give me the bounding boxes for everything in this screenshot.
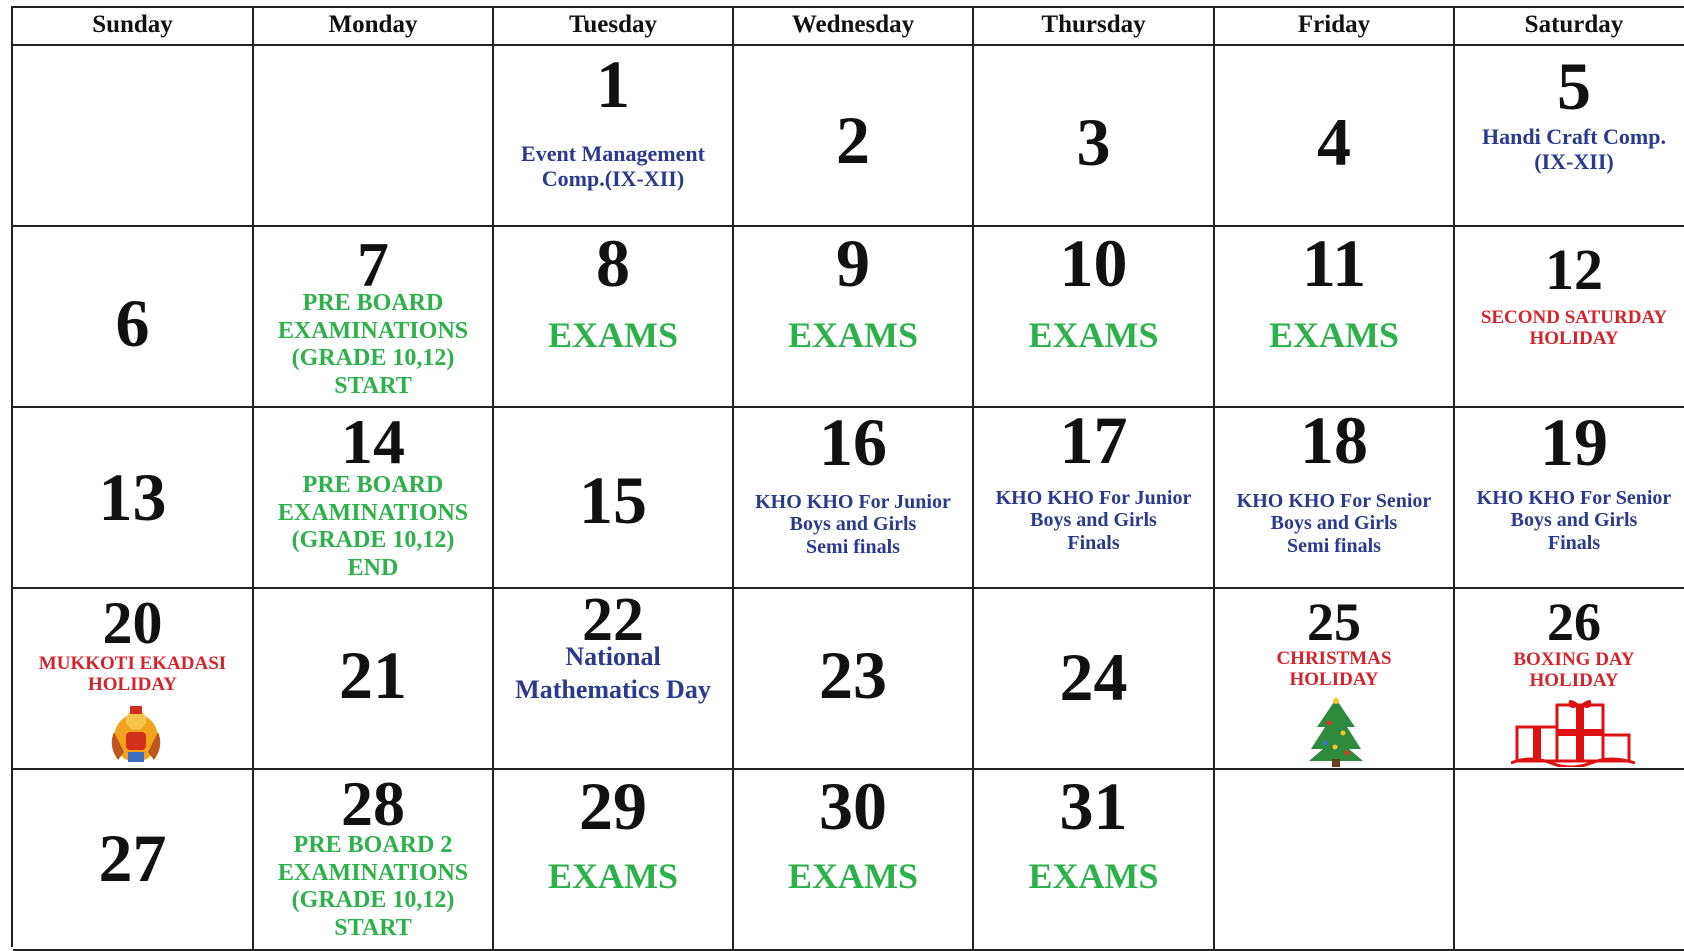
- event-line: (GRADE 10,12): [291, 887, 455, 914]
- event-line: Comp.(IX-XII): [541, 165, 685, 191]
- event-text: [734, 491, 972, 558]
- day-cell-1: [494, 46, 734, 227]
- event-text: [494, 142, 732, 191]
- day-cell-2: [734, 46, 974, 227]
- event-line: END: [347, 554, 399, 581]
- event-text: [1455, 649, 1684, 692]
- event-line: EXAMINATIONS: [277, 499, 469, 526]
- exams-label: EXAMS: [547, 315, 678, 355]
- day-cell-28: [254, 770, 494, 951]
- event-line: START: [334, 914, 412, 941]
- day-number: 3: [1076, 104, 1111, 180]
- day-number: 30: [819, 770, 887, 844]
- day-number: 23: [819, 637, 887, 713]
- event-text: [13, 653, 252, 696]
- event-line: MUKKOTI EKADASI: [38, 653, 227, 674]
- event-line: HOLIDAY: [1529, 328, 1619, 350]
- event-line: Event Management: [521, 141, 705, 166]
- day-cell-22: [494, 589, 734, 770]
- day-cell-21: [254, 589, 494, 770]
- day-cell-20: [13, 589, 254, 770]
- day-number: 27: [98, 820, 167, 896]
- event-text: [1455, 307, 1684, 350]
- exams-label: EXAMS: [787, 315, 918, 355]
- event-line: KHO KHO For Junior: [995, 487, 1192, 509]
- day-cell-7: [254, 227, 494, 408]
- event-line: Boys and Girls: [789, 513, 917, 536]
- exams-label: EXAMS: [1028, 315, 1159, 355]
- event-line: Boys and Girls: [1270, 512, 1398, 535]
- day-number: 28: [341, 770, 405, 839]
- day-number: 6: [115, 285, 150, 361]
- event-text: [254, 290, 492, 400]
- event-text: [1455, 487, 1684, 554]
- event-line: SECOND SATURDAY: [1480, 307, 1668, 328]
- event-line: PRE BOARD: [302, 290, 444, 316]
- day-number: 11: [1301, 227, 1367, 301]
- day-number: 8: [596, 227, 630, 301]
- day-cell-17: [974, 408, 1215, 589]
- day-cell-18: [1215, 408, 1455, 589]
- event-line: BOXING DAY: [1513, 649, 1635, 670]
- event-line: KHO KHO For Senior: [1476, 487, 1672, 509]
- exams-label: EXAMS: [1028, 856, 1159, 896]
- event-line: Mathematics Day: [515, 674, 711, 704]
- event-line: (GRADE 10,12): [291, 527, 455, 554]
- weekday-header-row: [13, 8, 1684, 46]
- day-number: 25: [1307, 592, 1361, 652]
- day-cell-12: [1455, 227, 1684, 408]
- day-cell-23: [734, 589, 974, 770]
- day-number: 16: [819, 408, 887, 480]
- day-cell-5: [1455, 46, 1684, 227]
- day-cell-empty: [254, 46, 494, 227]
- day-number: 24: [1059, 639, 1128, 715]
- weekday-wednesday: Wednesday: [734, 8, 974, 46]
- event-line: Semi finals: [1287, 534, 1381, 557]
- weekday-monday: Monday: [254, 8, 494, 46]
- day-cell-3: [974, 46, 1215, 227]
- day-number: 19: [1540, 408, 1608, 480]
- event-line: Boys and Girls: [1510, 509, 1638, 532]
- day-cell-24: [974, 589, 1215, 770]
- day-cell-15: [494, 408, 734, 589]
- day-number: 5: [1557, 48, 1591, 124]
- event-line: National: [565, 642, 661, 671]
- event-line: (IX-XII): [1534, 148, 1614, 174]
- day-number: 17: [1059, 408, 1128, 478]
- event-line: START: [334, 372, 412, 399]
- day-cell-10: [974, 227, 1215, 408]
- deity-icon: [106, 702, 166, 766]
- calendar-grid: [11, 6, 1684, 947]
- event-text: [494, 641, 732, 706]
- day-cell-14: [254, 408, 494, 589]
- event-line: HOLIDAY: [1289, 669, 1379, 691]
- day-number: 10: [1059, 227, 1128, 301]
- event-line: EXAMINATIONS: [277, 317, 469, 344]
- event-line: Finals: [1547, 531, 1601, 554]
- day-number: 7: [357, 229, 389, 300]
- exams-label: EXAMS: [1268, 315, 1399, 355]
- day-number: 21: [339, 637, 407, 713]
- day-cell-16: [734, 408, 974, 589]
- day-cell-9: [734, 227, 974, 408]
- weekday-sunday: Sunday: [13, 8, 254, 46]
- event-line: Handi Craft Comp.: [1482, 124, 1666, 149]
- exams-label: EXAMS: [547, 856, 678, 896]
- day-number: 9: [836, 227, 870, 301]
- day-number: 26: [1547, 592, 1601, 652]
- day-cell-8: [494, 227, 734, 408]
- weekday-friday: Friday: [1215, 8, 1455, 46]
- day-cell-25: [1215, 589, 1455, 770]
- weekday-tuesday: Tuesday: [494, 8, 734, 46]
- event-text: [1215, 648, 1453, 691]
- event-line: (GRADE 10,12): [291, 345, 455, 372]
- event-line: HOLIDAY: [1529, 670, 1619, 692]
- day-cell-30: [734, 770, 974, 951]
- weekday-thursday: Thursday: [974, 8, 1215, 46]
- day-cell-26: [1455, 589, 1684, 770]
- gift-boxes-icon: [1511, 697, 1635, 767]
- day-cell-empty: [1215, 770, 1455, 951]
- day-number: 31: [1059, 770, 1128, 844]
- day-number: 14: [341, 408, 405, 477]
- event-line: HOLIDAY: [87, 674, 178, 696]
- day-number: 18: [1300, 408, 1368, 478]
- event-line: Finals: [1067, 531, 1120, 554]
- day-number: 12: [1545, 237, 1603, 302]
- event-text: [254, 472, 492, 582]
- day-number: 13: [98, 459, 167, 535]
- event-text: [1455, 125, 1684, 174]
- day-number: 4: [1317, 104, 1351, 180]
- day-number: 29: [579, 770, 647, 844]
- day-number: 1: [596, 46, 630, 122]
- day-cell-4: [1215, 46, 1455, 227]
- weekday-saturday: Saturday: [1455, 8, 1684, 46]
- day-cell-31: [974, 770, 1215, 951]
- event-line: EXAMINATIONS: [277, 859, 469, 886]
- day-cell-11: [1215, 227, 1455, 408]
- event-line: KHO KHO For Junior: [755, 491, 951, 513]
- day-number: 2: [836, 102, 870, 178]
- day-cell-13: [13, 408, 254, 589]
- event-line: KHO KHO For Senior: [1236, 490, 1432, 512]
- day-number: 22: [582, 589, 644, 654]
- event-text: [974, 487, 1213, 554]
- exams-label: EXAMS: [787, 856, 918, 896]
- event-line: Semi finals: [806, 535, 900, 558]
- day-cell-29: [494, 770, 734, 951]
- day-cell-27: [13, 770, 254, 951]
- day-cell-empty: [1455, 770, 1684, 951]
- event-text: [254, 832, 492, 942]
- day-cell-empty: [13, 46, 254, 227]
- day-cell-6: [13, 227, 254, 408]
- event-text: [1215, 490, 1453, 557]
- day-cell-19: [1455, 408, 1684, 589]
- event-line: CHRISTMAS: [1276, 648, 1392, 669]
- day-number: 20: [102, 590, 163, 656]
- event-line: Boys and Girls: [1030, 509, 1157, 532]
- event-line: PRE BOARD: [302, 472, 444, 498]
- day-number: 15: [579, 462, 647, 538]
- event-line: PRE BOARD 2: [293, 832, 453, 858]
- christmas-tree-icon: [1305, 697, 1367, 767]
